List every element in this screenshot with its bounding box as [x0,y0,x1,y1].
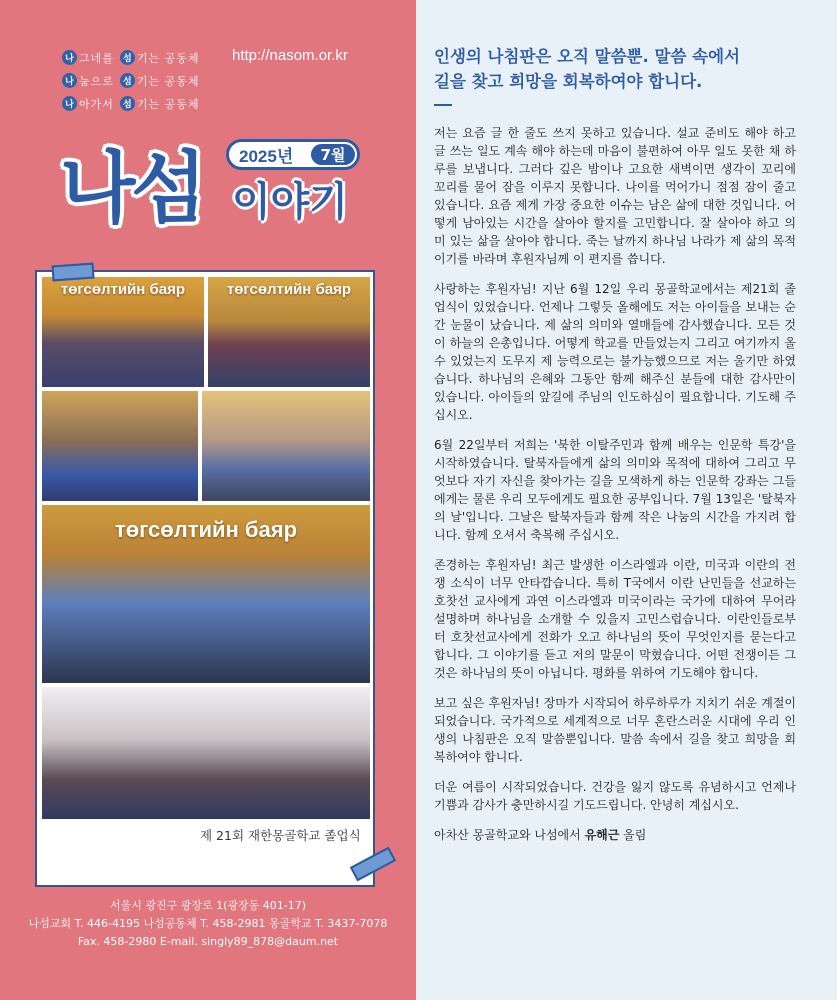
graduation-photo-2 [208,277,370,387]
graduation-photo-1 [42,277,204,387]
slogan-initial: 섬 [120,73,135,88]
signature-suffix: 올림 [623,828,647,842]
photo-caption: 제 21회 재한몽골학교 졸업식 [200,828,361,843]
graduation-photo-5 [42,505,370,683]
slogan-text: 기는 공동체 [136,51,200,65]
graduation-photo-4 [202,391,370,501]
fax-email-line: Fax. 458-2980 E-mail. singly89_878@daum.net [77,935,339,948]
website-url: http://nasom.or.kr [232,47,348,64]
slogan-line [62,69,200,92]
headline-line: 길을 찾고 희망을 회복하여야 합니다. [434,72,703,91]
photo-banner: төгсөлтийн баяр [226,281,352,298]
issue-month: 7월 [311,144,355,165]
issue-date-badge [226,139,360,170]
slogan-initial: 섬 [120,50,135,65]
photo-banner: төгсөлтийн баяр [60,281,186,298]
slogan-text: 눔으로 [79,74,114,88]
graduation-photo-3 [42,391,198,501]
signature [434,826,796,844]
issue-year: 2025년 [239,147,294,166]
letter-paragraph: 저는 요즘 글 한 줄도 쓰지 못하고 있습니다. 설교 준비도 해야 하고 글 쓰는 일도 계속 해야 하는데 마음이 불편하여 아무 일도 못한 채 하루를 보냅니다. 그러다 깊은 밤이나 고요한 새벽이면 생각이 꼬리에 꼬리를 물어 잠을 이루지 못합니다. 나이를 먹어가니 점점 잠이 줄고 있습니다. 요즘 제게 가장 중요한 이슈는 남은 삶에 대한 것입니다. 어떻게 남아있는 시간을 살아야 할지를 고민합니다. 잘 살아야 하고 의미 있는 삶을 살아야 합니다. 죽는 날까지 하나님 나라가 제 삶의 목적이기를 바라며 후원자님께 이 편지를 씁니다. [434,126,796,266]
graduation-photo-6 [42,687,370,819]
letter-paragraph: 더운 여름이 시작되었습니다. 건강을 잃지 않도록 유념하시고 언제나 기쁨과 감사가 충만하시길 기도드립니다. 안녕히 계십시오. [434,780,796,812]
letter-paragraph: 사랑하는 후원자님! 지난 6월 12일 우리 몽골학교에서는 제21회 졸업식이 있었습니다. 언제나 그렇듯 올해에도 저는 아이들을 보내는 순간 눈물이 났습니다. 제 삶의 의미와 열매들에 감사했습니다. 모든 것이 하늘의 은총입니다. 어떻게 학교를 만들었는지 그리고 여기까지 올 수 있었는지 도무지 제 능력으로는 불가능했으므로 저는 울기만 하였습니다. 하나님의 은혜와 그동안 함께 해주신 분들에 대한 감사만이 있습니다. 아이들의 앞길에 주님의 인도하심이 필요합니다. 기도해 주십시오. [434,282,796,422]
tape-decoration [51,263,94,282]
letter-paragraph: 6월 22일부터 저희는 '북한 이탈주민과 함께 배우는 인문학 특강'을 시작하였습니다. 탈북자들에게 삶의 의미와 목적에 대하여 그리고 무엇보다 자기 자신을 찾아가는 길을 모색하게 하는 인문학 강좌는 그들에게는 물론 우리 모두에게도 필요한 공부입니다. 7월 13일은 '탈북자의 날'입니다. 그날은 탈북자들과 함께 작은 나눔의 시간을 가지려 합니다. 함께 오셔서 축복해 주십시오. [434,438,796,542]
slogan-text: 그네를 [79,51,114,65]
signature-prefix: 아차산 몽골학교와 나섬에서 [434,828,581,842]
headline-divider [434,104,452,106]
logo-sub: 이야기 [232,179,348,225]
letter-headline [434,44,814,94]
slogan-line [62,92,200,115]
photo-banner: төгсөлтийн баяр [114,517,298,542]
slogan-initial: 나 [62,50,77,65]
phone-line: 나섬교회 T. 446-4195 나섬공동체 T. 458-2981 몽골학교 T. 3437-7078 [28,917,388,930]
signature-name: 유해근 [584,828,620,842]
slogans [62,46,200,115]
slogan-text: 기는 공동체 [136,74,200,88]
left-panel [0,0,416,1000]
letter-paragraph: 보고 싶은 후원자님! 장마가 시작되어 하루하루가 지치기 쉬운 계절이 되었습니다. 국가적으로 세계적으로 너무 혼란스러운 시대에 우리 인생의 나침판은 오직 말씀뿐입니다. 말씀 속에서 길을 찾고 희망을 회복하여야 합니다. [434,696,796,764]
logo-main: 나섬 [60,144,203,234]
slogan-initial: 섬 [120,96,135,111]
address-line: 서울시 광진구 광장로 1(광장동 401-17) [109,899,307,912]
headline-line: 인생의 나침판은 오직 말씀뿐. 말씀 속에서 [434,47,740,66]
slogan-initial: 나 [62,73,77,88]
letter-paragraph: 존경하는 후원자님! 최근 발생한 이스라엘과 이란, 미국과 이란의 전쟁 소식이 너무 안타깝습니다. 특히 T국에서 이란 난민들을 선교하는 호찻선 교사에게 과연 이스라엘과 미국이라는 국가에 대하여 무어라 설명하며 하나님을 소개할 수 있을지 고민스럽습니다. 이란인들로부터 호찻선교사에게 전화가 오고 하나님의 뜻이 무엇인지를 묻는다고 합니다. 그 이야기를 듣고 저의 말문이 막혔습니다. 어떤 전쟁이든 그것은 하나님의 뜻이 아닙니다. 평화를 위하여 기도해야 합니다. [434,558,796,680]
slogan-line [62,46,200,69]
contact-address [0,897,416,951]
slogan-text: 아가서 [79,97,114,111]
slogan-initial: 나 [62,96,77,111]
letter-body [434,124,796,856]
slogan-text: 기는 공동체 [136,97,200,111]
